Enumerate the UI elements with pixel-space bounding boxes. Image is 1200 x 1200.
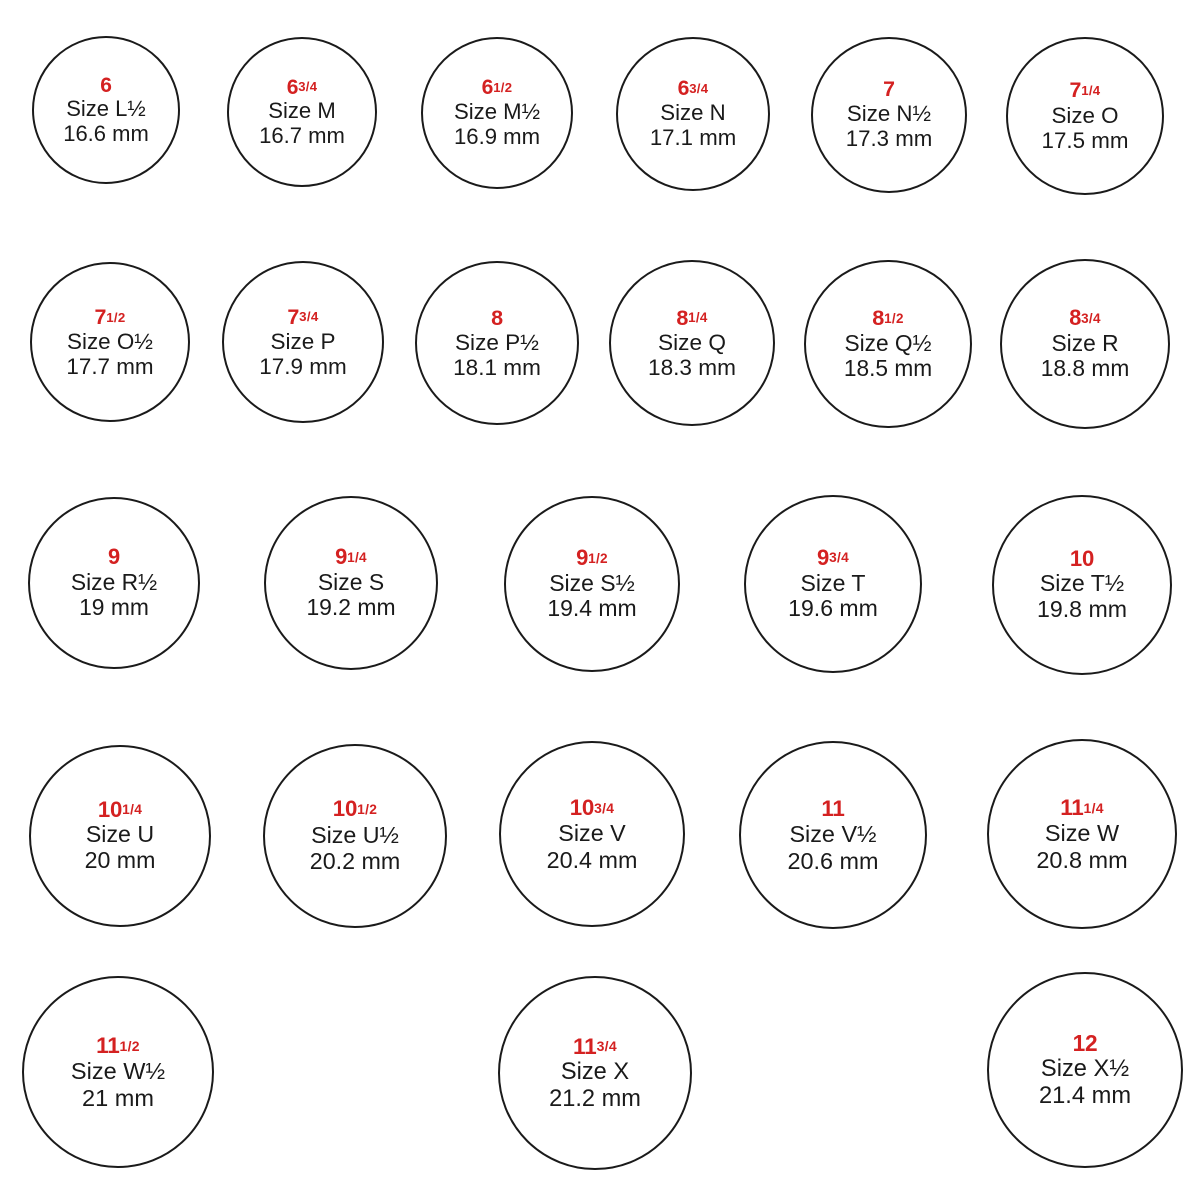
us-size-fraction: 3/4	[299, 309, 319, 325]
diameter-mm-label: 19.4 mm	[547, 595, 637, 622]
us-size-label: 93/4	[817, 544, 849, 570]
ring-size-circle	[609, 260, 775, 426]
us-size-label: 81/4	[676, 304, 708, 330]
uk-size-label: Size M	[268, 98, 336, 124]
us-size-label: 7	[883, 77, 895, 102]
us-size-label: 71/4	[1069, 78, 1101, 103]
uk-size-label: Size V½	[789, 821, 877, 848]
uk-size-label: Size X½	[1040, 1056, 1130, 1083]
us-size-fraction: 1/4	[122, 802, 143, 818]
uk-size-label: Size Q	[658, 329, 726, 355]
ring-size-circle	[32, 36, 180, 184]
diameter-mm-label: 21.4 mm	[1038, 1082, 1132, 1109]
uk-size-label: Size P	[270, 328, 336, 354]
diameter-mm-label: 19.6 mm	[788, 595, 878, 622]
diameter-mm-label: 18.5 mm	[843, 355, 933, 382]
diameter-mm-label: 18.1 mm	[453, 355, 541, 381]
diameter-mm-label: 21.2 mm	[549, 1085, 641, 1112]
uk-size-label: Size O	[1051, 102, 1119, 128]
uk-size-label: Size S½	[549, 569, 635, 596]
us-size-label: 61/2	[481, 76, 513, 100]
us-size-fraction: 1/4	[347, 549, 367, 565]
us-size-label: 113/4	[573, 1033, 617, 1059]
uk-size-label: Size O½	[67, 328, 153, 354]
uk-size-label: Size R	[1051, 329, 1119, 356]
uk-size-label: Size M½	[453, 99, 541, 125]
diameter-mm-label: 19.2 mm	[306, 594, 396, 621]
us-size-fraction: 3/4	[1081, 310, 1101, 326]
uk-size-label: Size X	[560, 1059, 630, 1086]
ring-size-circle	[744, 495, 922, 673]
uk-size-label: Size T	[800, 569, 866, 596]
diameter-mm-label: 19 mm	[79, 594, 149, 621]
ring-size-circle	[29, 745, 211, 927]
diameter-mm-label: 18.3 mm	[647, 355, 736, 381]
us-size-label: 73/4	[287, 304, 319, 329]
diameter-mm-label: 16.6 mm	[63, 120, 149, 146]
us-size-label: 10	[1069, 545, 1095, 571]
ring-size-circle	[222, 261, 384, 423]
us-size-fraction: 1/4	[1081, 82, 1101, 98]
diameter-mm-label: 17.9 mm	[259, 354, 347, 380]
uk-size-label: Size W	[1044, 820, 1120, 847]
us-size-label: 81/2	[872, 305, 904, 331]
ring-size-circle	[22, 976, 214, 1168]
ring-size-circle	[739, 741, 927, 929]
us-size-fraction: 3/4	[298, 79, 318, 95]
ring-size-circle	[263, 744, 447, 928]
us-size-label: 9	[108, 544, 120, 570]
uk-size-label: Size R½	[70, 568, 158, 595]
us-size-label: 63/4	[677, 77, 709, 101]
us-size-label: 11	[821, 796, 845, 822]
us-size-fraction: 1/4	[688, 310, 708, 326]
ring-size-circle	[415, 261, 579, 425]
ring-size-circle	[811, 37, 967, 193]
ring-size-circle	[28, 497, 200, 669]
uk-size-label: Size U	[85, 821, 155, 848]
us-size-label: 101/4	[97, 796, 143, 822]
diameter-mm-label: 17.5 mm	[1041, 127, 1129, 153]
us-size-label: 71/2	[94, 304, 126, 329]
ring-size-circle	[499, 741, 685, 927]
ring-size-circle	[1000, 259, 1170, 429]
uk-size-label: Size S	[317, 568, 385, 595]
us-size-fraction: 1/2	[357, 802, 378, 818]
ring-size-circle	[992, 495, 1172, 675]
ring-size-circle	[987, 972, 1183, 1168]
ring-size-circle	[504, 496, 680, 672]
uk-size-label: Size W½	[70, 1058, 166, 1085]
ring-size-circle	[30, 262, 190, 422]
us-size-fraction: 3/4	[596, 1038, 617, 1055]
diameter-mm-label: 20 mm	[84, 847, 156, 874]
us-size-label: 91/4	[335, 544, 367, 570]
diameter-mm-label: 16.9 mm	[453, 123, 541, 149]
diameter-mm-label: 20.2 mm	[309, 848, 401, 875]
us-size-label: 91/2	[576, 544, 608, 570]
uk-size-label: Size U½	[311, 822, 399, 849]
ring-size-circle	[421, 37, 573, 189]
us-size-label: 111/4	[1060, 795, 1104, 821]
us-size-label: 111/2	[96, 1033, 140, 1059]
ring-size-circle	[264, 496, 438, 670]
us-size-label: 101/2	[332, 796, 378, 822]
diameter-mm-label: 16.7 mm	[259, 122, 345, 148]
us-size-label: 83/4	[1069, 305, 1101, 331]
diameter-mm-label: 18.8 mm	[1040, 355, 1130, 382]
diameter-mm-label: 17.1 mm	[649, 124, 737, 150]
us-size-fraction: 3/4	[689, 80, 709, 96]
us-size-label: 8	[491, 304, 503, 330]
uk-size-label: Size T½	[1039, 570, 1125, 597]
uk-size-label: Size Q½	[844, 329, 932, 356]
uk-size-label: Size P½	[455, 329, 539, 355]
us-size-fraction: 1/2	[119, 1037, 140, 1054]
ring-size-circle	[498, 976, 692, 1170]
us-size-fraction: 1/2	[493, 80, 513, 96]
uk-size-label: Size V	[558, 820, 626, 847]
ring-size-circle	[227, 37, 377, 187]
ring-size-circle	[804, 260, 972, 428]
uk-size-label: Size L½	[66, 96, 146, 122]
uk-size-label: Size N½	[846, 100, 932, 126]
ring-size-circle	[616, 37, 770, 191]
us-size-fraction: 1/2	[884, 311, 904, 327]
us-size-fraction: 1/2	[106, 309, 126, 325]
us-size-label: 6	[100, 73, 112, 97]
diameter-mm-label: 20.8 mm	[1036, 846, 1128, 873]
diameter-mm-label: 17.3 mm	[845, 125, 933, 151]
us-size-fraction: 3/4	[829, 550, 849, 566]
us-size-fraction: 1/4	[1083, 799, 1104, 816]
ring-size-circle	[987, 739, 1177, 929]
us-size-label: 12	[1072, 1029, 1098, 1056]
us-size-label: 63/4	[286, 75, 318, 99]
us-size-fraction: 1/2	[588, 550, 608, 566]
ring-size-circle	[1006, 37, 1164, 195]
diameter-mm-label: 21 mm	[82, 1084, 154, 1111]
uk-size-label: Size N	[660, 100, 726, 125]
us-size-label: 103/4	[569, 795, 615, 821]
diameter-mm-label: 17.7 mm	[66, 353, 154, 379]
diameter-mm-label: 20.6 mm	[787, 847, 879, 874]
diameter-mm-label: 20.4 mm	[546, 846, 638, 873]
diameter-mm-label: 19.8 mm	[1037, 596, 1127, 623]
us-size-fraction: 3/4	[594, 799, 615, 816]
